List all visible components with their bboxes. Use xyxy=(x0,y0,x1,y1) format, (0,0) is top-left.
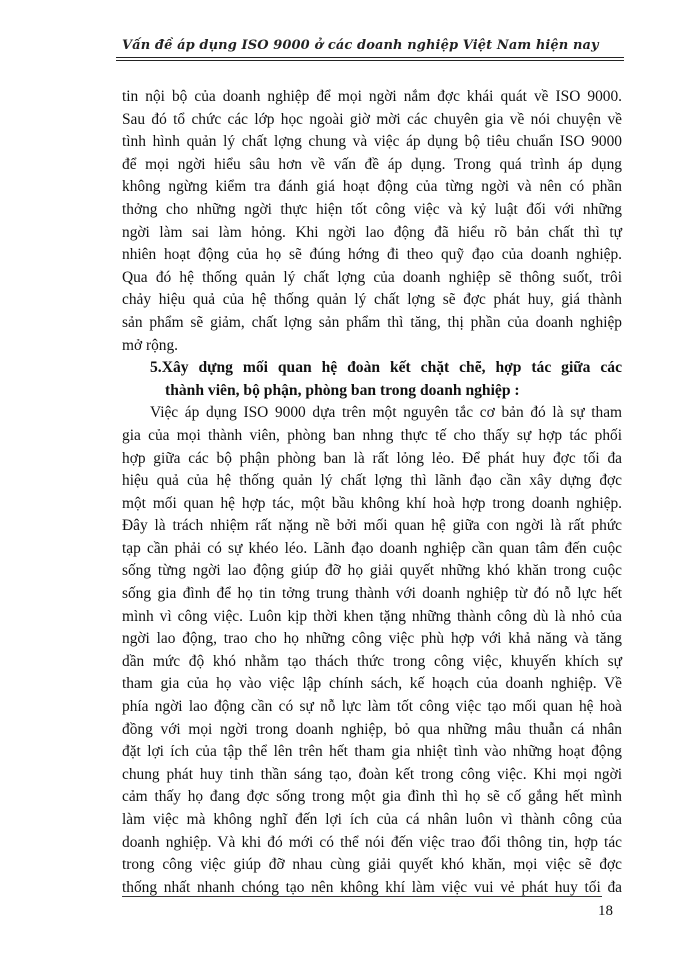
text-line: đặt lợi ích của tập thể lên trên hết tham gia nhiệt tình vào những hoạt động xyxy=(122,743,622,761)
section-heading-line-1: 5.Xây dựng mối quan hệ đoàn kết chặt chẽ, hợp tác giữa các xyxy=(150,359,622,377)
header-rule-secondary xyxy=(116,60,624,61)
section-heading xyxy=(122,357,622,402)
text-line: dần mức độ khó nhằm tạo thách thức trong công việc, khuyến khích sự xyxy=(122,652,622,670)
text-line: sản phẩm sẽ giảm, chất lợng sản phẩm thì tăng, thị phần của doanh nghiệp xyxy=(122,313,622,331)
text-line: một mối quan hệ hợp tác, một bầu không khí hoà hợp trong doanh nghiệp. xyxy=(122,494,622,512)
paragraph-2 xyxy=(122,402,622,899)
text-line: phía ngời lao động cần có sự nỗ lực làm tốt công việc tạo mối quan hệ hoà xyxy=(122,698,622,716)
text-line: hợp giữa các bộ phận phòng ban là rất lỏng lẻo. Để phát huy đợc tối đa xyxy=(122,449,622,467)
text-line: Sau đó tổ chức các lớp học ngoài giờ mời các chuyên gia về nói chuyện về xyxy=(122,110,622,128)
text-line: Việc áp dụng ISO 9000 dựa trên một nguyên tắc cơ bản đó là sự tham xyxy=(150,404,622,422)
text-line: hiệu quả của hệ thống quản lý chất lợng thì lãnh đạo cần xây dựng đợc xyxy=(122,472,622,490)
text-line: tham gia của họ vào việc lập chính sách, kế hoạch của doanh nghiệp. Về xyxy=(122,675,622,693)
text-line: tin nội bộ của doanh nghiệp để mọi ngời nắm đợc khái quát về ISO 9000. xyxy=(122,88,622,105)
text-line: tình hình quản lý chất lợng chung và việc áp dụng bộ tiêu chuẩn ISO 9000 xyxy=(122,133,622,151)
text-line: thống nhất nhanh chóng tạo nên không khí làm việc vui vẻ phát huy tối đa xyxy=(122,878,622,896)
text-line: thởng cho những ngời thực hiện tốt công việc và kỷ luật đối với những xyxy=(122,200,622,218)
text-line: trong công việc giúp đỡ nhau cùng giải quyết khó khăn, mọi việc sẽ đợc xyxy=(122,856,622,874)
text-line: không ngừng kiểm tra đánh giá hoạt động của từng ngời và nên có phần xyxy=(122,178,622,196)
text-line: ngời lao động, trao cho họ những công việc phù hợp với khả năng và tăng xyxy=(122,630,622,648)
text-line: Qua đó hệ thống quản lý chất lợng của doanh nghiệp sẽ thông suốt, trôi xyxy=(122,268,622,286)
text-line: mở rộng. xyxy=(122,336,179,354)
paragraph-1 xyxy=(122,86,622,357)
text-line: gia của mọi thành viên, phòng ban nhng thực tế cho thấy sự hợp tác phối xyxy=(122,426,622,444)
text-line: tạp cần phải có sự khéo léo. Lãnh đạo doanh nghiệp cần quan tâm đến cuộc xyxy=(122,539,622,557)
text-line: sống gia đình để họ tin tởng trung thành với doanh nghiệp từ đó nỗ lực hết xyxy=(122,585,622,603)
section-heading-line-2: thành viên, bộ phận, phòng ban trong doanh nghiệp : xyxy=(165,381,520,399)
text-line: sống từng ngời lao động giúp đỡ họ giải quyết những khó khăn trong cuộc xyxy=(122,562,622,580)
text-line: doanh nghiệp. Và khi đó mới có thể nói đến việc trao đổi thông tin, hợp tác xyxy=(122,833,622,851)
text-line: Đây là trách nhiệm rất nặng nề bởi mối quan hệ giữa con ngời là rất phức xyxy=(122,517,622,535)
header-rule xyxy=(116,57,624,58)
text-line: mình vì công việc. Luôn kịp thời khen tặng những thành công dù là nhỏ của xyxy=(122,607,622,625)
text-line: để mọi ngời hiểu sâu hơn về vấn đề áp dụng. Trong quá trình áp dụng xyxy=(122,155,622,173)
text-line: chảy hiệu quả của hệ thống quản lý chất lợng sẽ đợc phát huy, giá thành xyxy=(122,291,622,309)
text-line: chung phát huy tinh thần sáng tạo, đoàn kết trong công việc. Khi mọi ngời xyxy=(122,765,622,783)
page-number: 18 xyxy=(598,903,613,919)
footer-rule xyxy=(122,896,602,897)
text-line: cảm thấy họ đang đợc sống trong một gia đình thì họ sẽ cố gắng hết mình xyxy=(122,788,622,806)
text-line: đồng với mọi ngời trong doanh nghiệp, bỏ qua những mâu thuẫn cá nhân xyxy=(122,720,622,738)
running-header: Vấn đề áp dụng ISO 9000 ở các doanh nghiệp Việt Nam hiện nay xyxy=(122,38,599,53)
text-line: làm việc mà không nghĩ đến lợi ích của cá nhân luôn vì thành công của xyxy=(122,811,622,828)
text-line: nhiên hoạt động của họ sẽ đúng hớng đi theo quỹ đạo của doanh nghiệp. xyxy=(122,246,622,264)
text-line: ngời làm sai làm hỏng. Khi ngời lao động đã hiểu rõ bản chất thì tự xyxy=(122,223,622,241)
body-text xyxy=(122,86,622,899)
